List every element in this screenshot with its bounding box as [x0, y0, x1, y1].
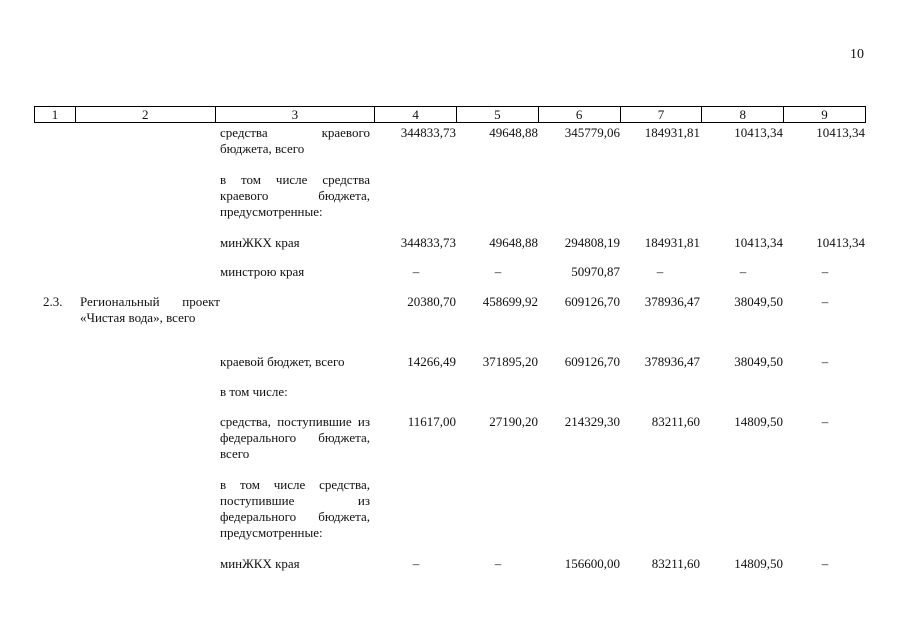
- cell-col-7: –: [656, 264, 664, 279]
- row-description: в том числе:: [220, 384, 288, 399]
- cell-col-7: 184931,81: [644, 125, 700, 140]
- cell-col-8: 10413,34: [734, 235, 783, 250]
- header-col-6: 6: [539, 107, 621, 122]
- cell-col-8: 38049,50: [734, 294, 783, 309]
- cell-col-8: 14809,50: [734, 414, 783, 429]
- cell-col-4: 344833,73: [400, 235, 456, 250]
- cell-col-7: 184931,81: [644, 235, 700, 250]
- row-description: средства, поступившие из федерального бюджета, всего: [220, 414, 370, 461]
- cell-col-7: 378936,47: [644, 294, 700, 309]
- project-name: Региональный проект «Чистая вода», всего: [80, 294, 220, 325]
- row-description: в том числе средства краевого бюджета, предусмотренные:: [220, 172, 370, 219]
- row-description: минЖКХ края: [220, 556, 300, 571]
- cell-col-8: 10413,34: [734, 125, 783, 140]
- row-description: краевой бюджет, всего: [220, 354, 345, 369]
- cell-col-9: –: [821, 354, 829, 369]
- cell-col-5: 458699,92: [482, 294, 538, 309]
- cell-col-6: 345779,06: [564, 125, 620, 140]
- cell-col-8: –: [739, 264, 747, 279]
- cell-col-6: 50970,87: [571, 264, 620, 279]
- cell-col-9: –: [821, 414, 829, 429]
- cell-col-5: 49648,88: [489, 235, 538, 250]
- header-col-8: 8: [702, 107, 784, 122]
- row-description: в том числе средства, поступившие из федерального бюджета, предусмотренные:: [220, 477, 370, 540]
- row-number: 2.3.: [43, 294, 63, 309]
- cell-col-9: 10413,34: [816, 125, 865, 140]
- cell-col-6: 294808,19: [564, 235, 620, 250]
- header-col-1: 1: [35, 107, 76, 122]
- cell-col-5: –: [494, 556, 502, 571]
- table-header: [34, 106, 866, 123]
- cell-col-9: –: [821, 294, 829, 309]
- row-description: минЖКХ края: [220, 235, 300, 250]
- header-col-4: 4: [375, 107, 457, 122]
- header-col-2: 2: [76, 107, 216, 122]
- cell-col-5: –: [494, 264, 502, 279]
- cell-col-6: 609126,70: [564, 294, 620, 309]
- header-col-5: 5: [457, 107, 539, 122]
- cell-col-6: 214329,30: [564, 414, 620, 429]
- header-col-7: 7: [621, 107, 703, 122]
- cell-col-8: 14809,50: [734, 556, 783, 571]
- cell-col-4: –: [412, 264, 420, 279]
- cell-col-4: 14266,49: [407, 354, 456, 369]
- cell-col-7: 83211,60: [651, 556, 700, 571]
- cell-col-6: 156600,00: [564, 556, 620, 571]
- cell-col-4: –: [412, 556, 420, 571]
- row-description: минстрою края: [220, 264, 305, 279]
- cell-col-8: 38049,50: [734, 354, 783, 369]
- cell-col-9: 10413,34: [816, 235, 865, 250]
- cell-col-7: 378936,47: [644, 354, 700, 369]
- header-col-3: 3: [216, 107, 376, 122]
- cell-col-6: 609126,70: [564, 354, 620, 369]
- cell-col-4: 11617,00: [407, 414, 456, 429]
- cell-col-4: 344833,73: [400, 125, 456, 140]
- cell-col-5: 49648,88: [489, 125, 538, 140]
- cell-col-9: –: [821, 264, 829, 279]
- page-number: 10: [850, 47, 864, 62]
- cell-col-4: 20380,70: [407, 294, 456, 309]
- row-description: средства краевого бюджета, всего: [220, 125, 370, 156]
- cell-col-9: –: [821, 556, 829, 571]
- header-col-9: 9: [821, 107, 828, 122]
- cell-col-5: 27190,20: [489, 414, 538, 429]
- cell-col-5: 371895,20: [482, 354, 538, 369]
- cell-col-7: 83211,60: [651, 414, 700, 429]
